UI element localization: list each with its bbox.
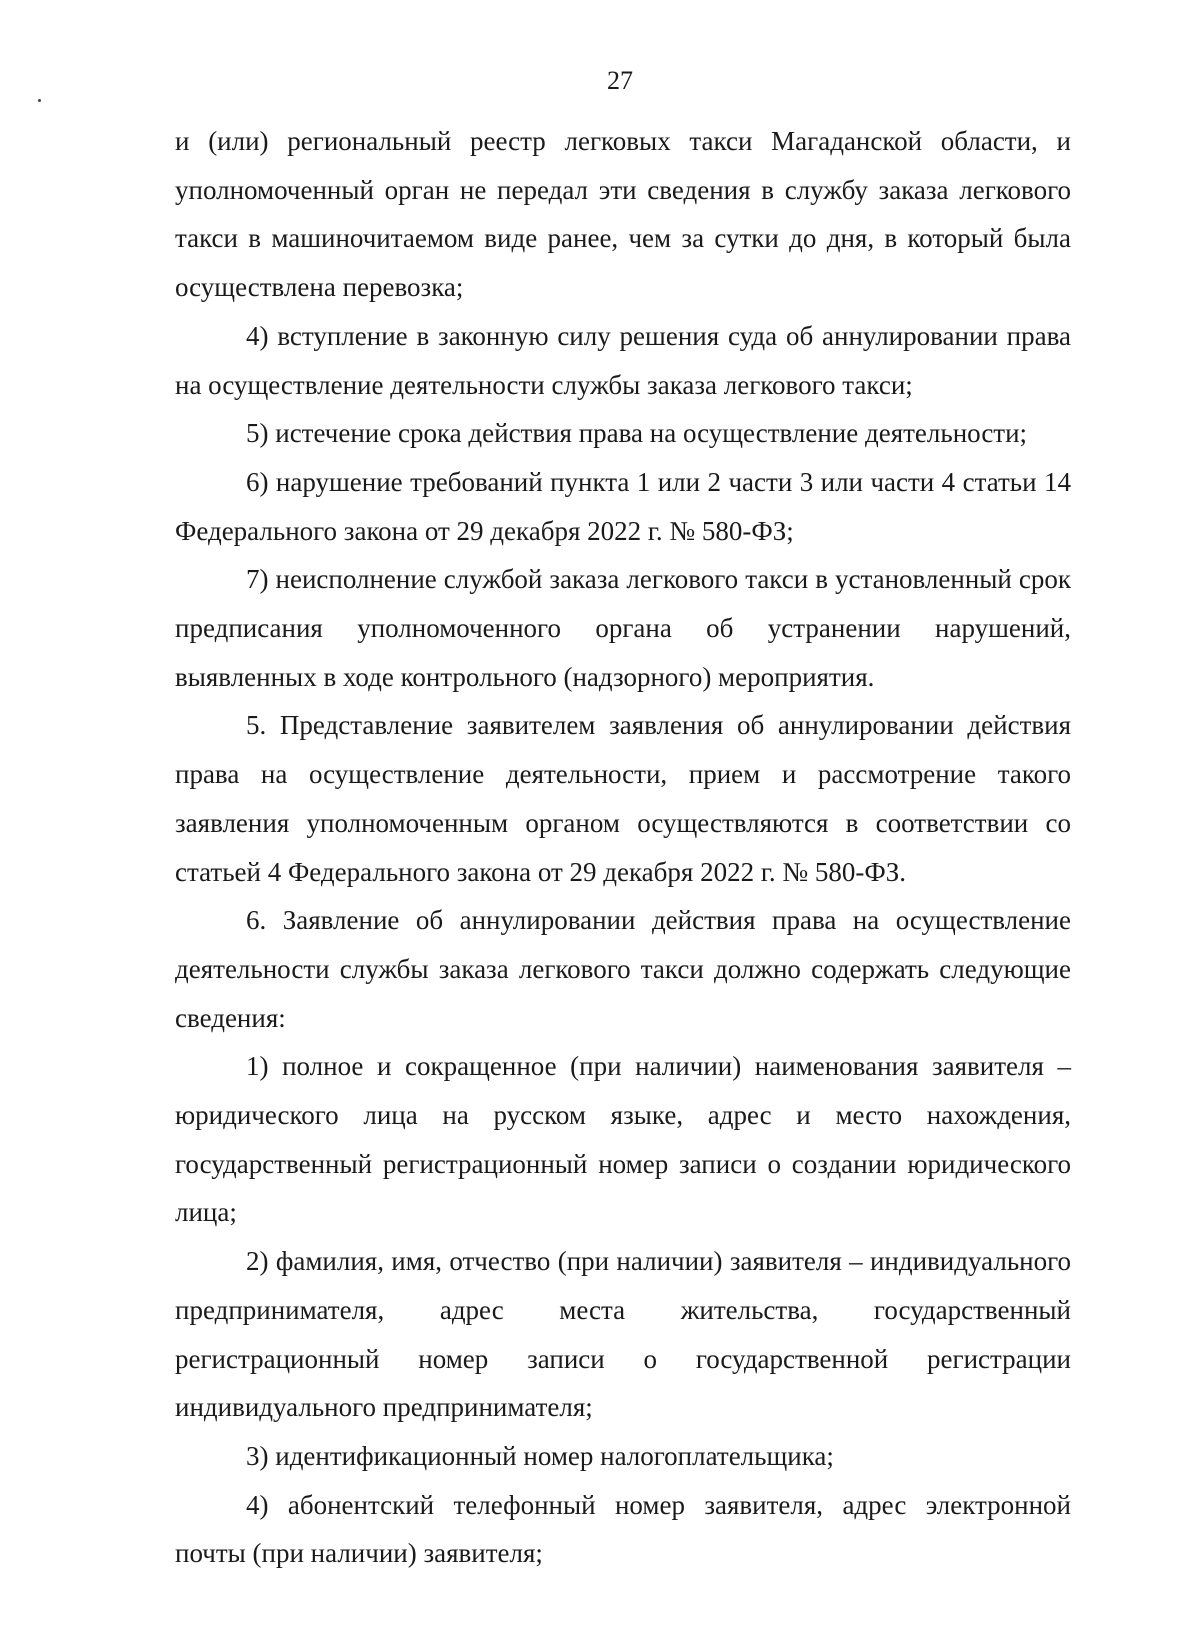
paragraph-item-5: 5) истечение срока действия права на осуществление деятельности; bbox=[246, 418, 1028, 449]
paragraph-subitem-2: 2) фамилия, имя, отчество (при наличии) заявителя – индивидуального предпринимателя, адрес места жительства, государственный регистрационный номер записи о государственной регистрации индивидуального предпринимателя; bbox=[175, 1246, 1071, 1423]
paragraph-item-4: 4) вступление в законную силу решения суда об аннулировании права на осуществление деятельности службы заказа легкового такси; bbox=[175, 320, 1071, 400]
page-number: 27 bbox=[607, 66, 633, 95]
paragraph-point-5: 5. Представление заявителем заявления об аннулировании действия права на осуществление деятельности, прием и рассмотрение такого заявления уполномоченным органом осуществляются в соответствии со статьей 4 Федерального закона от 29 декабря 2022 г. № 580-ФЗ. bbox=[175, 710, 1071, 887]
scan-speck bbox=[38, 99, 41, 102]
paragraph-subitem-3: 3) идентификационный номер налогоплательщика; bbox=[246, 1440, 834, 1471]
paragraph-point-6: 6. Заявление об аннулировании действия права на осуществление деятельности службы заказа легкового такси должно содержать следующие сведения: bbox=[175, 905, 1071, 1033]
paragraph-item-6: 6) нарушение требований пункта 1 или 2 части 3 или части 4 статьи 14 Федерального закона от 29 декабря 2022 г. № 580-ФЗ; bbox=[175, 466, 1071, 546]
paragraph-subitem-4: 4) абонентский телефонный номер заявителя, адрес электронной почты (при наличии) заявителя; bbox=[175, 1489, 1071, 1569]
document-body bbox=[175, 117, 1071, 1578]
paragraph-subitem-1: 1) полное и сокращенное (при наличии) наименования заявителя – юридического лица на русском языке, адрес и место нахождения, государственный регистрационный номер записи о создании юридического лица; bbox=[175, 1051, 1071, 1228]
paragraph-continuation: и (или) региональный реестр легковых такси Магаданской области, и уполномоченный орган не передал эти сведения в службу заказа легкового такси в машиночитаемом виде ранее, чем за сутки до дня, в который была осуществлена перевозка; bbox=[175, 126, 1071, 303]
paragraph-item-7: 7) неисполнение службой заказа легкового такси в установленный срок предписания уполномоченного органа об устранении нарушений, выявленных в ходе контрольного (надзорного) мероприятия. bbox=[175, 564, 1071, 692]
